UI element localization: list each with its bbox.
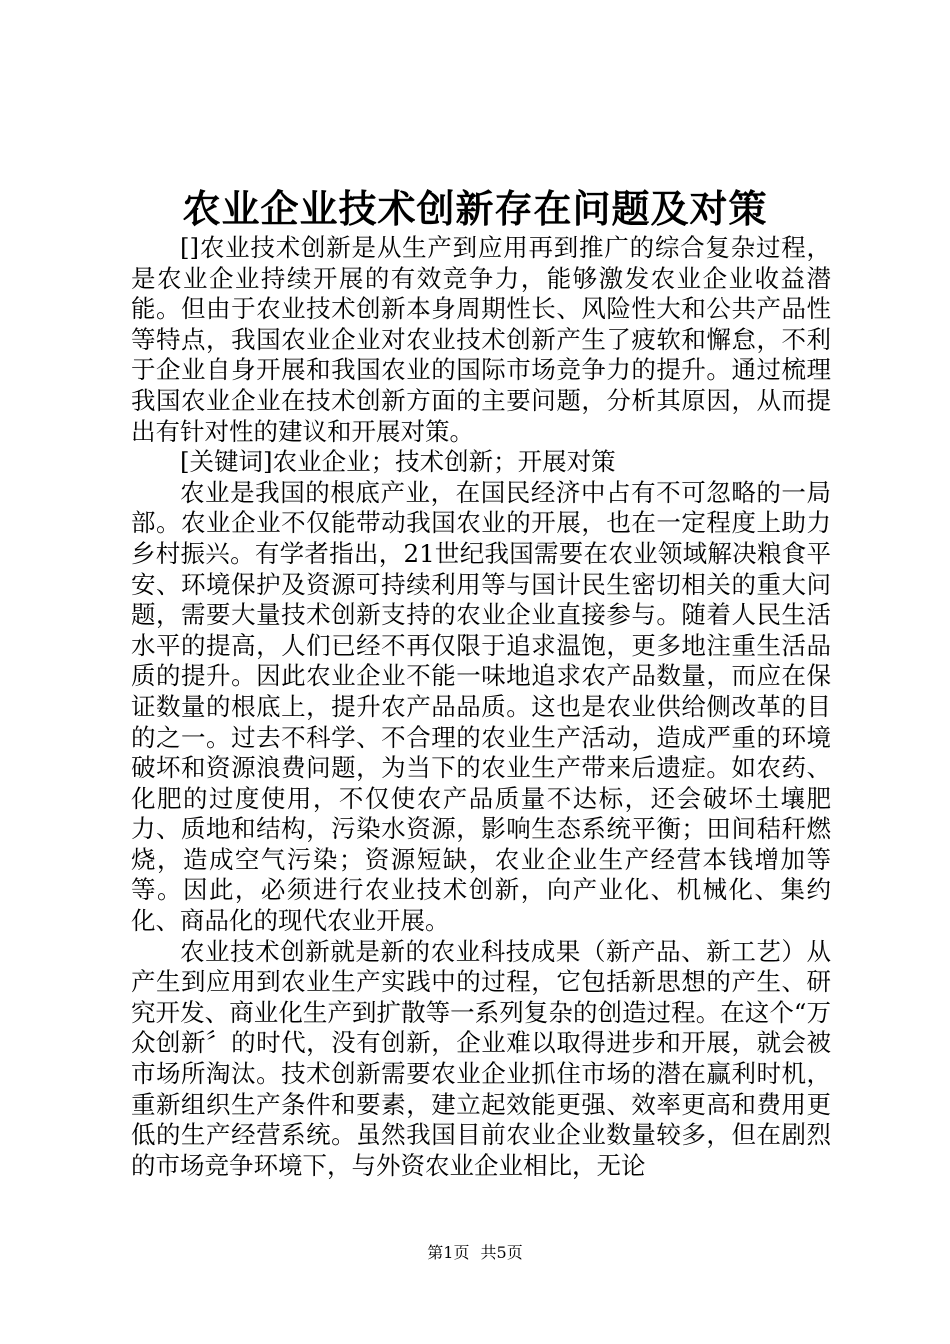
page-number: 第1页 bbox=[427, 1243, 470, 1262]
abstract-paragraph: []农业技术创新是从生产到应用再到推广的综合复杂过程，是农业企业持续开展的有效竞争力，能够激发农业企业收益潜能。但由于农业技术创新本身周期性长、风险性大和公共产品性等特点，我国农业企业对农业技术创新产生了疲软和懈怠，不利于企业自身开展和我国农业的国际市场竞争力的提升。通过梳理我国农业企业在技术创新方面的主要问题，分析其原因，从而提出有针对性的建议和开展对策。 bbox=[131, 233, 831, 446]
page-total: 共5页 bbox=[480, 1243, 523, 1262]
document-title: 农业企业技术创新存在问题及对策 bbox=[182, 186, 768, 231]
body-paragraph: 农业技术创新就是新的农业科技成果（新产品、新工艺）从产生到应用到农业生产实践中的过程，它包括新思想的产生、研究开发、商业化生产到扩散等一系列复杂的创造过程。在这个“万众创新〞的时代，没有创新，企业难以取得进步和开展，就会被市场所淘汰。技术创新需要农业企业抓住市场的潜在赢利时机，重新组织生产条件和要素，建立起效能更强、效率更高和费用更低的生产经营系统。虽然我国目前农业企业数量较多，但在剧烈的市场竞争环境下，与外资农业企业相比，无论 bbox=[131, 936, 831, 1180]
document-body bbox=[131, 233, 831, 1181]
keywords-paragraph: [关键词]农业企业；技术创新；开展对策 bbox=[180, 447, 616, 477]
body-paragraph: 农业是我国的根底产业，在国民经济中占有不可忽略的一局部。农业企业不仅能带动我国农业的开展，也在一定程度上助力乡村振兴。有学者指出，21世纪我国需要在农业领域解决粮食平安、环境保护及资源可持续利用等与国计民生密切相关的重大问题，需要大量技术创新支持的农业企业直接参与。随着人民生活水平的提高，人们已经不再仅限于追求温饱，更多地注重生活品质的提升。因此农业企业不能一味地追求农产品数量，而应在保证数量的根底上，提升农产品品质。这也是农业供给侧改革的目的之一。过去不科学、不合理的农业生产活动，造成严重的环境破坏和资源浪费问题，为当下的农业生产带来后遗症。如农药、化肥的过度使用，不仅使农产品质量不达标，还会破坏土壤肥力、质地和结构，污染水资源，影响生态系统平衡；田间秸秆燃烧，造成空气污染；资源短缺，农业企业生产经营本钱增加等等。因此，必须进行农业技术创新，向产业化、机械化、集约化、商品化的现代农业开展。 bbox=[131, 477, 831, 936]
page-footer bbox=[0, 1242, 950, 1264]
